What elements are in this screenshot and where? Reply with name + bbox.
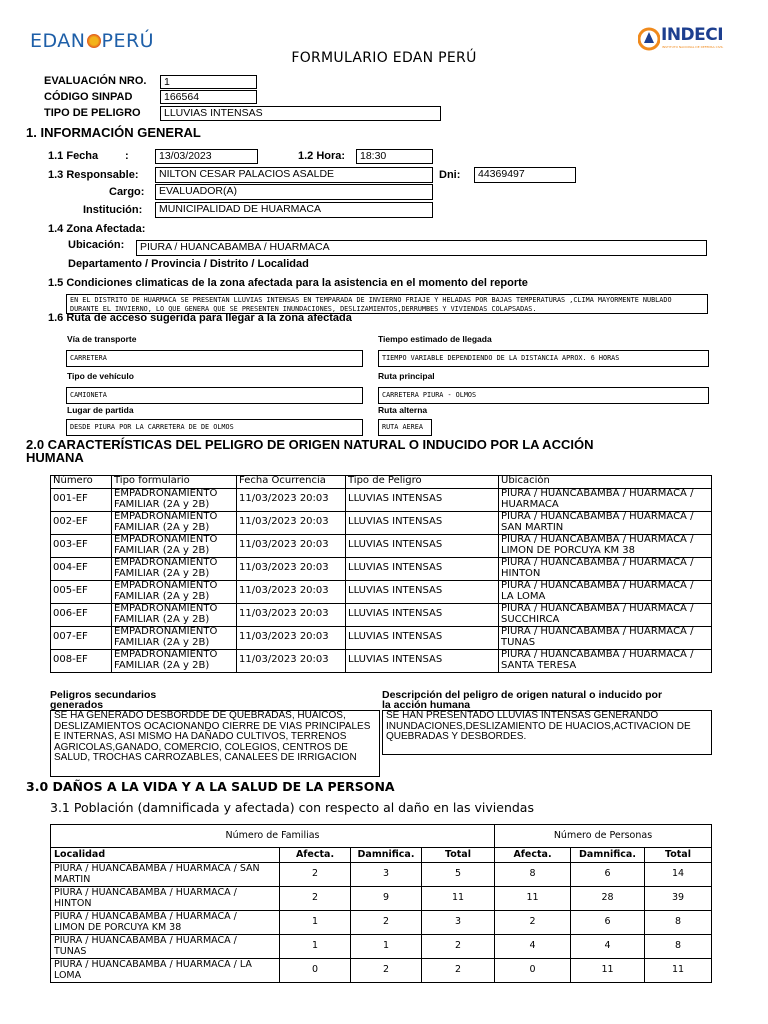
ubicacion-line-2: HINTON [501, 567, 541, 579]
cell-numero [51, 581, 112, 604]
cell-fa: 0 [280, 959, 351, 983]
ruta-principal-field[interactable]: CARRETERA PIURA - OLMOS [378, 387, 709, 404]
cell-ubicacion [499, 558, 712, 581]
numero-text: 006-EF [53, 608, 88, 619]
cell-ft: 11 [422, 887, 495, 911]
col-header-per-damnifica: Damnifica. [571, 848, 645, 863]
fecha-text: 11/03/2023 20:03 [239, 562, 329, 573]
cell-pa: 0 [495, 959, 571, 983]
peligro-text: LLUVIAS INTENSAS [348, 585, 443, 596]
cell-ubicacion [499, 650, 712, 673]
fecha-field[interactable]: 13/03/2023 [155, 149, 258, 164]
cell-localidad [51, 911, 280, 935]
indeci-logo-subtitle: INSTITUTO NACIONAL DE DEFENSA CIVIL [662, 45, 724, 49]
cargo-field[interactable]: EVALUADOR(A) [155, 184, 433, 200]
section-2-title-line-1: 2.0 CARACTERÍSTICAS DEL PELIGRO DE ORIGEN NATURAL O INDUCIDO POR LA ACCIÓN [26, 437, 594, 452]
numero-text: 002-EF [53, 516, 88, 527]
cell-tipo [112, 650, 237, 673]
section-3-1-subtitle: 3.1 Población (damnificada y afectada) con respecto al daño en las viviendas [50, 800, 534, 815]
cell-localidad [51, 935, 280, 959]
ruta-alterna-label: Ruta alterna [378, 405, 428, 415]
cell-numero [51, 650, 112, 673]
sinpad-field[interactable]: 166564 [160, 90, 257, 104]
cell-fd: 3 [351, 863, 422, 887]
cell-pt: 11 [645, 959, 712, 983]
descripcion-label [382, 690, 662, 710]
page-title: FORMULARIO EDAN PERÚ [291, 50, 477, 66]
numero-text: 005-EF [53, 585, 88, 596]
section-1-title: 1. INFORMACIÓN GENERAL [26, 125, 201, 140]
numero-text: 003-EF [53, 539, 88, 550]
cell-peligro [346, 489, 499, 512]
peligros-secundarios-label-line-2: generados [50, 699, 104, 711]
peligros-secundarios-label-line-1: Peligros secundarios [50, 689, 157, 701]
group-header-familias: Número de Familias [51, 825, 495, 848]
ubicacion-line-1: PIURA / HUANCABAMBA / HUARMACA / [501, 626, 694, 637]
cell-fa: 2 [280, 887, 351, 911]
cell-tipo [112, 512, 237, 535]
localidad-line-2: HINTON [54, 897, 92, 909]
responsable-label: 1.3 Responsable: [48, 169, 139, 181]
col-header-per-afecta: Afecta. [495, 848, 571, 863]
numero-text: 001-EF [53, 493, 88, 504]
col-header-numero: Número [51, 476, 112, 489]
eval-label: EVALUACIÓN NRO. [44, 75, 147, 87]
cell-ubicacion [499, 512, 712, 535]
ruta-label: 1.6 Ruta de acceso sugerida para llegar a la zona afectada [48, 312, 352, 324]
table-row [51, 604, 712, 627]
group-header-personas: Número de Personas [495, 825, 712, 848]
ubicacion-line-2: LIMON DE PORCUYA KM 38 [501, 544, 635, 556]
numero-text: 007-EF [53, 631, 88, 642]
cell-fd: 9 [351, 887, 422, 911]
cell-pa: 8 [495, 863, 571, 887]
section-2-title-line-2: HUMANA [26, 450, 84, 465]
indeci-logo-text: INDECI [661, 25, 724, 45]
cell-numero [51, 604, 112, 627]
peligro-table-header [51, 476, 712, 489]
descripcion-field[interactable]: SE HAN PRESENTADO LLUVIAS INTENSAS GENERANDO INUNDACIONES,DESLIZAMIENTO DE HUACIOS,ACTIVACION DE QUEBRADAS Y DESBORDES. [382, 710, 712, 755]
table-row [51, 558, 712, 581]
cell-numero [51, 512, 112, 535]
col-header-tipo: Tipo formulario [112, 476, 237, 489]
peligro-text: LLUVIAS INTENSAS [348, 608, 443, 619]
cargo-label: Cargo: [109, 186, 145, 198]
ubicacion-label: Ubicación: [68, 239, 125, 251]
section-3-title: 3.0 DAÑOS A LA VIDA Y A LA SALUD DE LA PERSONA [26, 779, 395, 794]
ubicacion-line-1: PIURA / HUANCABAMBA / HUARMACA / [501, 557, 694, 568]
vehiculo-label: Tipo de vehículo [67, 371, 134, 381]
peligro-text: LLUVIAS INTENSAS [348, 493, 443, 504]
cell-pd: 11 [571, 959, 645, 983]
cell-numero [51, 558, 112, 581]
fecha-text: 11/03/2023 20:03 [239, 608, 329, 619]
cell-numero [51, 627, 112, 650]
tipo-line-2: FAMILIAR (2A y 2B) [114, 590, 210, 602]
cell-fecha [237, 535, 346, 558]
responsable-field[interactable]: NILTON CESAR PALACIOS ASALDE [155, 167, 433, 183]
peligro-text: LLUVIAS INTENSAS [348, 562, 443, 573]
clima-field[interactable]: EN EL DISTRITO DE HUARMACA SE PRESENTAN LLUVIAS INTENSAS EN TEMPARADA DE INVIERNO FRIAJE Y HELADAS POR BAJAS TEMPERATURAS ,CLIMA MAYORMENTE NUBLADO DURANTE EL INVIERNO, LO QUE GENERA QUE SE PRESENTEN INUNDACIONES, DESLIZAMIENTOS,DERRUMBES Y VIVIENDAS COLAPSADAS. [66, 294, 708, 314]
cell-peligro [346, 512, 499, 535]
cell-tipo [112, 489, 237, 512]
cell-pd: 28 [571, 887, 645, 911]
cell-pd: 4 [571, 935, 645, 959]
zona-label: 1.4 Zona Afectada: [48, 223, 146, 235]
cell-pt: 39 [645, 887, 712, 911]
ruta-principal-label: Ruta principal [378, 371, 435, 381]
cell-pt: 14 [645, 863, 712, 887]
partida-label: Lugar de partida [67, 405, 134, 415]
ubicacion-line-2: SANTA TERESA [501, 659, 577, 671]
col-header-per-total: Total [645, 848, 712, 863]
cell-fecha [237, 512, 346, 535]
tipo-line-1: EMPADRONAMIENTO [114, 488, 218, 499]
table-row [51, 627, 712, 650]
col-header-peligro: Tipo de Peligro [346, 476, 499, 489]
localidad-line-1: PIURA / HUANCABAMBA / HUARMACA / [54, 935, 237, 946]
ubicacion-line-1: PIURA / HUANCABAMBA / HUARMACA / [501, 511, 694, 522]
tiempo-label: Tiempo estimado de llegada [378, 334, 492, 344]
fecha-text: 11/03/2023 20:03 [239, 585, 329, 596]
tipo-line-1: EMPADRONAMIENTO [114, 626, 218, 637]
hora-field[interactable]: 18:30 [356, 149, 433, 164]
peligro-text: LLUVIAS INTENSAS [348, 539, 443, 550]
cell-fa: 2 [280, 863, 351, 887]
ubicacion-line-2: SAN MARTIN [501, 521, 564, 533]
ubicacion-line-2: SUCCHIRCA [501, 613, 560, 625]
cell-fecha [237, 627, 346, 650]
peligro-text: LLUVIAS INTENSAS [348, 654, 443, 665]
hora-label: 1.2 Hora: [298, 150, 346, 162]
table-row [51, 911, 712, 935]
dano-table [50, 824, 712, 983]
peligros-secundarios-label [50, 690, 156, 710]
dano-column-header [51, 848, 712, 863]
eval-field[interactable]: 1 [160, 75, 257, 89]
institucion-label: Institución: [83, 204, 143, 216]
numero-text: 008-EF [53, 654, 88, 665]
peligro-table [50, 475, 712, 673]
peligro-text: LLUVIAS INTENSAS [348, 631, 443, 642]
localidad-line-2: LOMA [54, 969, 82, 981]
cell-fa: 1 [280, 911, 351, 935]
peligros-secundarios-field[interactable]: SE HA GENERADO DESBORDDE DE QUEBRADAS, HUAICOS, DESLIZAMIENTOS OCACIONANDO CIERRE DE VIAS PRINCIPALES E INTERNAS, ASI MISMO HA DAÑADO CULTIVOS, TERRENOS AGRICOLAS,GANADO, COMERCIO, COLEGIOS, CENTROS DE SALUD, TROCHAS CARROZABLES, CANALEES DE IRRIGACION [50, 710, 380, 777]
cell-fecha [237, 604, 346, 627]
cell-ubicacion [499, 489, 712, 512]
indeci-emblem-icon [638, 26, 660, 52]
via-field[interactable]: CARRETERA [66, 350, 363, 367]
cell-ubicacion [499, 535, 712, 558]
table-row [51, 863, 712, 887]
dni-label: Dni: [439, 169, 461, 181]
sinpad-label: CÓDIGO SINPAD [44, 91, 133, 103]
ubicacion-line-1: PIURA / HUANCABAMBA / HUARMACA / [501, 580, 694, 591]
table-row [51, 512, 712, 535]
cell-ft: 5 [422, 863, 495, 887]
partida-field[interactable]: DESDE PIURA POR LA CARRETERA DE DE OLMOS [66, 419, 363, 436]
departamento-label: Departamento / Provincia / Distrito / Localidad [68, 258, 309, 270]
cell-localidad [51, 863, 280, 887]
ubicacion-line-1: PIURA / HUANCABAMBA / HUARMACA / [501, 534, 694, 545]
col-header-fam-afecta: Afecta. [280, 848, 351, 863]
cell-pt: 8 [645, 935, 712, 959]
fecha-text: 11/03/2023 20:03 [239, 516, 329, 527]
table-row [51, 489, 712, 512]
via-label: Vía de transporte [67, 334, 137, 344]
cell-pd: 6 [571, 911, 645, 935]
cell-fecha [237, 581, 346, 604]
fecha-text: 11/03/2023 20:03 [239, 631, 329, 642]
tipo-line-2: FAMILIAR (2A y 2B) [114, 544, 210, 556]
cell-fd: 1 [351, 935, 422, 959]
table-row [51, 581, 712, 604]
edan-peru-logo [30, 30, 154, 52]
tipo-line-2: FAMILIAR (2A y 2B) [114, 498, 210, 510]
clima-label: 1.5 Condiciones climaticas de la zona afectada para la asistencia en el momento del reporte [48, 277, 528, 289]
cell-peligro [346, 604, 499, 627]
cell-peligro [346, 627, 499, 650]
localidad-line-2: TUNAS [54, 945, 87, 957]
cell-peligro [346, 581, 499, 604]
peru-logo-text: PERÚ [101, 30, 155, 52]
cell-numero [51, 535, 112, 558]
cell-fecha [237, 489, 346, 512]
tiempo-field[interactable]: TIEMPO VARIABLE DEPENDIENDO DE LA DISTANCIA APROX. 6 HORAS [378, 350, 709, 367]
cell-ft: 3 [422, 911, 495, 935]
cell-pd: 6 [571, 863, 645, 887]
cell-peligro [346, 558, 499, 581]
fecha-label: 1.1 Fecha [48, 150, 99, 162]
institucion-field[interactable]: MUNICIPALIDAD DE HUARMACA [155, 202, 433, 218]
ubicacion-line-2: LA LOMA [501, 590, 546, 602]
ruta-alterna-field[interactable]: RUTA AEREA [378, 419, 432, 436]
numero-text: 004-EF [53, 562, 88, 573]
cell-fecha [237, 650, 346, 673]
vehiculo-field[interactable]: CAMIONETA [66, 387, 363, 404]
tipo-line-1: EMPADRONAMIENTO [114, 649, 218, 660]
fecha-text: 11/03/2023 20:03 [239, 539, 329, 550]
tipo-line-2: FAMILIAR (2A y 2B) [114, 659, 210, 671]
sun-icon [87, 34, 101, 48]
peligro-label: TIPO DE PELIGRO [44, 107, 141, 119]
tipo-line-1: EMPADRONAMIENTO [114, 603, 218, 614]
col-header-localidad: Localidad [51, 848, 280, 863]
cell-numero [51, 489, 112, 512]
peligro-text: LLUVIAS INTENSAS [348, 516, 443, 527]
tipo-line-1: EMPADRONAMIENTO [114, 534, 218, 545]
tipo-line-1: EMPADRONAMIENTO [114, 511, 218, 522]
localidad-line-1: PIURA / HUANCABAMBA / HUARMACA / [54, 887, 237, 898]
col-header-fam-total: Total [422, 848, 495, 863]
fecha-colon: : [125, 150, 129, 162]
cell-localidad [51, 887, 280, 911]
cell-ubicacion [499, 581, 712, 604]
col-header-fam-damnifica: Damnifica. [351, 848, 422, 863]
peligro-field[interactable]: LLUVIAS INTENSAS [160, 106, 441, 121]
cell-tipo [112, 535, 237, 558]
table-row [51, 887, 712, 911]
localidad-line-2: LIMON DE PORCUYA KM 38 [54, 921, 182, 933]
tipo-line-2: FAMILIAR (2A y 2B) [114, 636, 210, 648]
cell-fd: 2 [351, 911, 422, 935]
table-row [51, 959, 712, 983]
cell-tipo [112, 581, 237, 604]
table-row [51, 650, 712, 673]
cell-peligro [346, 535, 499, 558]
table-row [51, 535, 712, 558]
table-row [51, 935, 712, 959]
col-header-fecha: Fecha Ocurrencia [237, 476, 346, 489]
localidad-line-1: PIURA / HUANCABAMBA / HUARMACA / [54, 911, 237, 922]
localidad-line-1: PIURA / HUANCABAMBA / HUARMACA / SAN [54, 863, 260, 874]
cell-fd: 2 [351, 959, 422, 983]
localidad-line-1: PIURA / HUANCABAMBA / HUARMACA / LA [54, 959, 252, 970]
cell-pa: 4 [495, 935, 571, 959]
cell-pt: 8 [645, 911, 712, 935]
cell-fa: 1 [280, 935, 351, 959]
localidad-line-2: MARTIN [54, 873, 91, 885]
cell-ubicacion [499, 604, 712, 627]
descripcion-label-line-2: la acción humana [382, 699, 471, 711]
ubicacion-line-1: PIURA / HUANCABAMBA / HUARMACA / [501, 488, 694, 499]
edan-logo-text: EDAN [30, 30, 86, 52]
cell-tipo [112, 627, 237, 650]
cell-ft: 2 [422, 935, 495, 959]
dano-group-header [51, 825, 712, 848]
col-header-ubicacion: Ubicación [499, 476, 712, 489]
tipo-line-2: FAMILIAR (2A y 2B) [114, 613, 210, 625]
cell-localidad [51, 959, 280, 983]
fecha-text: 11/03/2023 20:03 [239, 493, 329, 504]
tipo-line-1: EMPADRONAMIENTO [114, 580, 218, 591]
cell-pa: 11 [495, 887, 571, 911]
tipo-line-1: EMPADRONAMIENTO [114, 557, 218, 568]
cell-tipo [112, 558, 237, 581]
tipo-line-2: FAMILIAR (2A y 2B) [114, 521, 210, 533]
ubicacion-line-1: PIURA / HUANCABAMBA / HUARMACA / [501, 603, 694, 614]
descripcion-label-line-1: Descripción del peligro de origen natural o inducido por [382, 689, 663, 701]
ubicacion-field[interactable]: PIURA / HUANCABAMBA / HUARMACA [136, 240, 707, 256]
cell-tipo [112, 604, 237, 627]
ubicacion-line-2: TUNAS [501, 636, 536, 648]
ubicacion-line-1: PIURA / HUANCABAMBA / HUARMACA / [501, 649, 694, 660]
cell-ubicacion [499, 627, 712, 650]
cell-fecha [237, 558, 346, 581]
ubicacion-line-2: HUARMACA [501, 498, 559, 510]
cell-ft: 2 [422, 959, 495, 983]
fecha-text: 11/03/2023 20:03 [239, 654, 329, 665]
tipo-line-2: FAMILIAR (2A y 2B) [114, 567, 210, 579]
cell-peligro [346, 650, 499, 673]
dni-field[interactable]: 44369497 [474, 167, 576, 183]
cell-pa: 2 [495, 911, 571, 935]
